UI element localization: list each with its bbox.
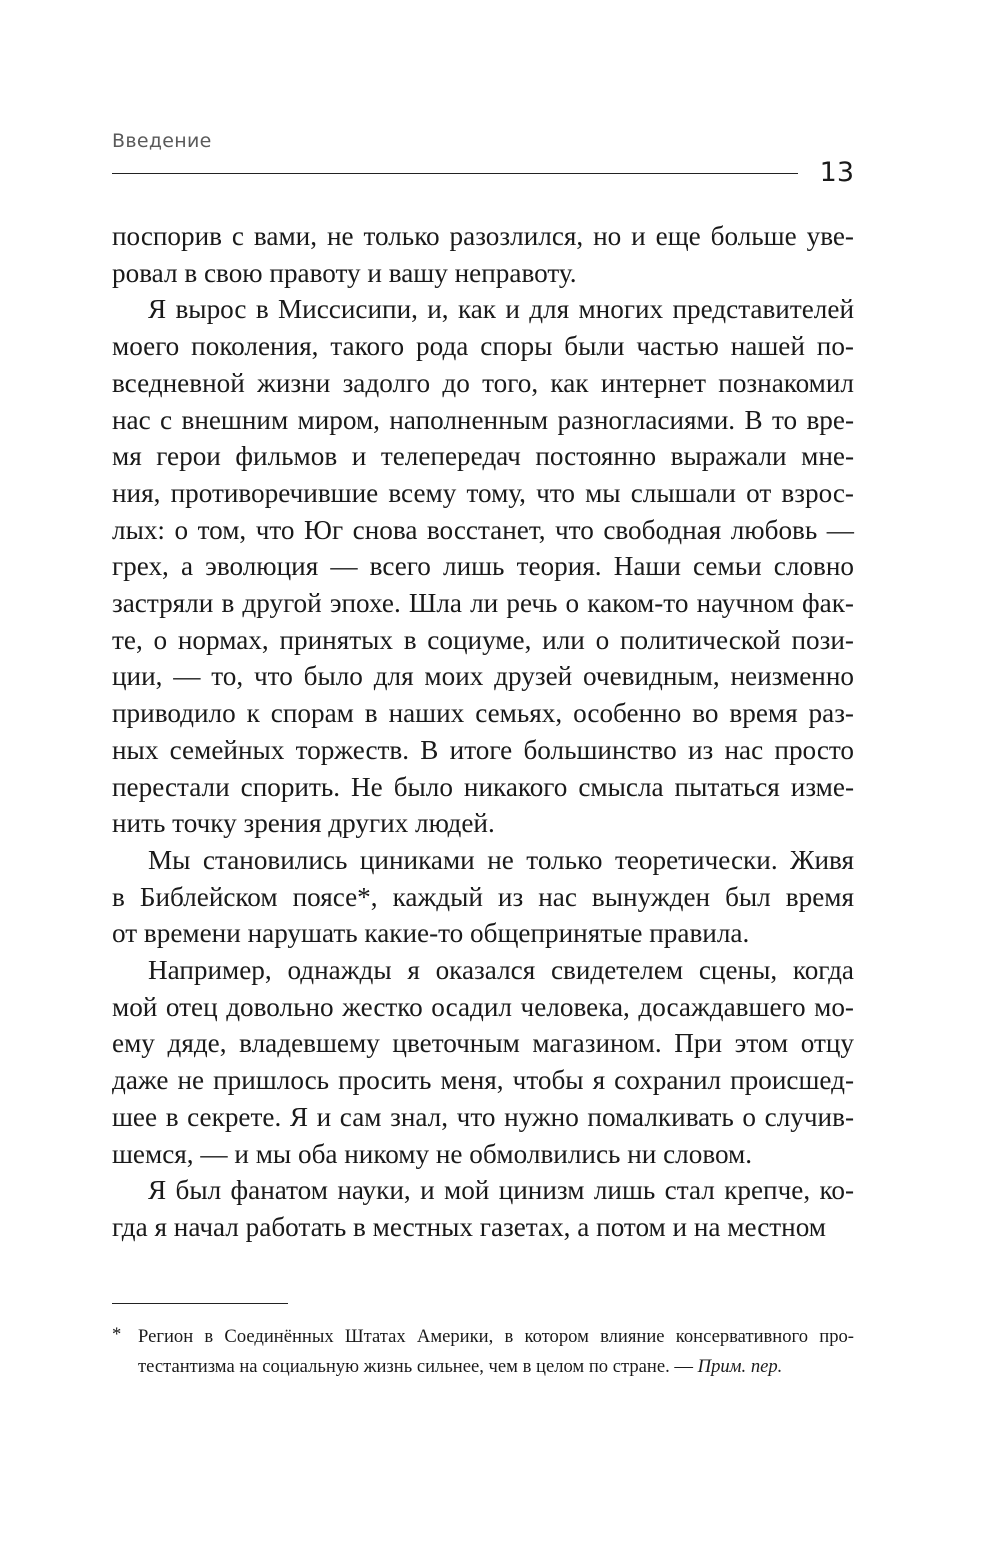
footnote-line-1 bbox=[112, 1322, 854, 1352]
text-line: мя герои фильмов и телепередач постоянно выражали мне- bbox=[112, 441, 854, 472]
footnote-rule bbox=[112, 1303, 288, 1304]
footnote-line-2 bbox=[112, 1352, 854, 1382]
footnote bbox=[112, 1322, 854, 1382]
text-line: в Библейском поясе*, каждый из нас вынужден был время bbox=[112, 881, 854, 912]
text-line: вседневной жизни задолго до того, как интернет познакомил bbox=[112, 367, 854, 398]
text-line: мой отец довольно жестко осадил человека, досаждавшего мо- bbox=[112, 991, 854, 1022]
text-line: приводило к спорам в наших семьях, особенно во время раз- bbox=[112, 698, 854, 729]
text-line: нить точку зрения других людей. bbox=[112, 808, 495, 839]
text-line: ния, противоречившие всему тому, что мы слышали от взрос- bbox=[112, 477, 854, 508]
running-head-title: Введение bbox=[112, 130, 212, 152]
paragraph bbox=[112, 1172, 854, 1245]
body-text bbox=[112, 218, 854, 1246]
text-line: Например, однажды я оказался свидетелем сцены, когда bbox=[148, 955, 854, 986]
text-line: ему дяде, владевшему цветочным магазином. При этом отцу bbox=[112, 1028, 854, 1059]
footnote-abbreviation: Прим. пер. bbox=[697, 1356, 783, 1377]
text-line: ных семейных торжеств. В итоге большинство из нас просто bbox=[112, 734, 854, 765]
paragraph bbox=[112, 952, 854, 1172]
text-line: поспорив с вами, не только разозлился, но и еще больше уве- bbox=[112, 221, 854, 251]
text-line: ции, — то, что было для моих друзей очевидным, неизменно bbox=[112, 661, 854, 692]
paragraph bbox=[112, 291, 854, 842]
footnote-text-1: Регион в Соединённых Штатах Америки, в котором влияние консервативного про- bbox=[138, 1326, 854, 1347]
text-line: шемся, — и мы оба никому не обмолвились ни словом. bbox=[112, 1138, 753, 1169]
text-line: гда я начал работать в местных газетах, а потом и на местном bbox=[112, 1211, 827, 1242]
text-line: перестали спорить. Не было никакого смысла пытаться изме- bbox=[112, 771, 854, 802]
text-line: шее в секрете. Я и сам знал, что нужно помалкивать о случив- bbox=[112, 1101, 854, 1132]
text-line: Я вырос в Миссисипи, и, как и для многих представителей bbox=[148, 294, 854, 325]
text-line: от времени нарушать какие-то общепринятые правила. bbox=[112, 918, 750, 949]
paragraph bbox=[112, 842, 854, 952]
text-line: те, о нормах, принятых в социуме, или о политической пози- bbox=[112, 624, 854, 655]
text-line: моего поколения, такого рода споры были частью нашей по- bbox=[112, 331, 854, 362]
text-line: нас с внешним миром, наполненным разногласиями. В то вре- bbox=[112, 404, 854, 435]
header-rule bbox=[112, 173, 798, 174]
text-line: даже не пришлось просить меня, чтобы я сохранил происшед- bbox=[112, 1065, 854, 1096]
footnote-marker: * bbox=[112, 1324, 122, 1345]
text-line: лых: о том, что Юг снова восстанет, что свободная любовь — bbox=[112, 514, 854, 545]
page-number: 13 bbox=[819, 157, 854, 188]
paragraph bbox=[112, 218, 854, 291]
text-line: Мы становились циниками не только теоретически. Живя bbox=[148, 844, 854, 875]
footnote-text-2: тестантизма на социальную жизнь сильнее, чем в целом по стране. — bbox=[138, 1356, 693, 1377]
text-line: Я был фанатом науки, и мой цинизм лишь стал крепче, ко- bbox=[148, 1175, 854, 1206]
text-line: ровал в свою правоту и вашу неправоту. bbox=[112, 257, 577, 288]
text-line: грех, а эволюция — всего лишь теория. Наши семьи словно bbox=[112, 551, 854, 582]
text-line: застряли в другой эпохе. Шла ли речь о каком-то научном фак- bbox=[112, 588, 854, 619]
